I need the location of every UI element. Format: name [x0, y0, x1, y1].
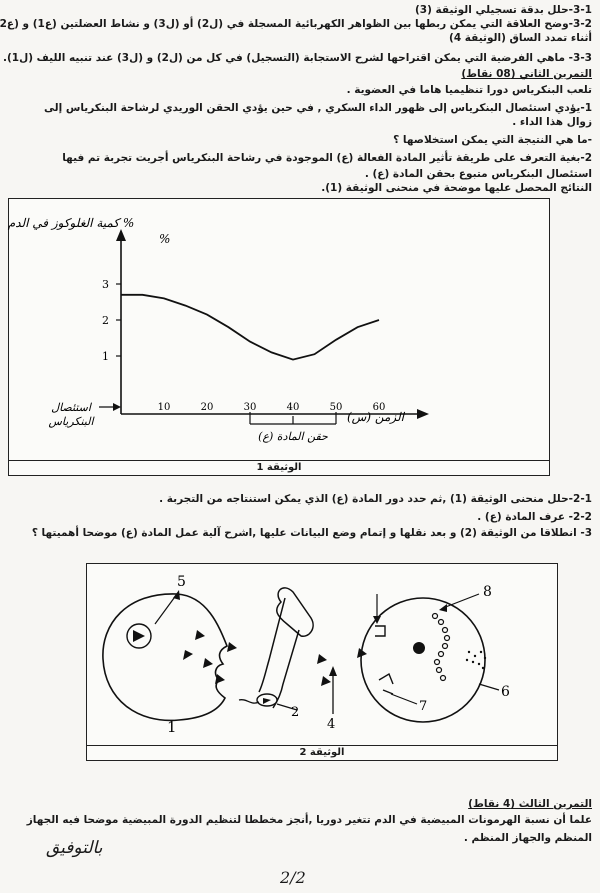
ablation-label-1: استئصال: [51, 401, 91, 414]
exercise-3-line-1: علما أن نسبة الهرمونات المبيضية في الدم تتغير دوريا ,أنجز مخططا لتنظيم الدورة المبيضية موضحا فيه الجهاز: [26, 814, 592, 826]
exercise-2-item-1: 1-يؤدي استئصال البنكرياس إلى ظهور الداء السكري , في حين يؤدي الحقن الوريدي لرشاحة البنكرياس إلى: [44, 102, 592, 114]
y-tick-label-3: 3: [102, 278, 109, 291]
secreting-cell: [103, 594, 227, 721]
exercise-2-title: التمرين الثاني (08 نقاط): [461, 68, 592, 80]
label-1: 1: [167, 718, 177, 736]
label-2: 2: [291, 705, 300, 720]
injection-label: حقن المادة (ع): [258, 430, 328, 443]
glucose-dots: [466, 651, 486, 669]
x-axis-label: الزمن (س): [347, 410, 404, 424]
document-1-figure: [8, 198, 550, 476]
label-6: 6: [501, 684, 510, 700]
exercise-2-item-2-cont: استئصال البنكرياس متبوع بحقن المادة (ع) .: [364, 168, 592, 180]
y-tick-label-2: 2: [102, 314, 109, 327]
exercise-2-item-2: 2-بغية التعرف على طريقة تأثير المادة الفعالة (ع) الموجودة في رشاحة البنكرياس أجريت تجربة تم فيها: [62, 152, 592, 164]
y-tick-label-1: 1: [102, 350, 109, 363]
label-4: 4: [327, 717, 336, 732]
blood-vessel: [277, 588, 313, 636]
question-2-2: 2-2- عرف المادة (ع) .: [477, 511, 592, 523]
x-tick-label-50: 50: [329, 402, 343, 413]
x-tick-label-40: 40: [286, 402, 300, 413]
ablation-label-2: البنكرياس: [48, 415, 94, 428]
x-tick-label-10: 10: [157, 402, 171, 413]
x-tick-label-30: 30: [243, 402, 257, 413]
receptor-bottom: [379, 674, 393, 684]
exercise-3-title: التمرين الثالث (4 نقاط): [468, 798, 592, 810]
question-3-2-cont: أثناء تمدد الساق (الوثيقة 4): [449, 32, 592, 44]
question-3-3: 3-3- ماهي الفرضية التي يمكن اقتراحها لشرح الاستجابة (التسجيل) في كل من (ل2) و (ل3) عند تنبيه الليف (ل1).: [3, 52, 592, 64]
exercise-2-intro: تلعب البنكرياس دورا تنظيميا هاما في العضوية .: [346, 84, 592, 96]
label-7: 7: [419, 699, 428, 714]
exercise-2-item-2-result: النتائج المحصل عليها موضحة في منحنى الوثيقة (1).: [321, 182, 592, 194]
label-5: 5: [177, 574, 186, 590]
label-8: 8: [483, 584, 492, 600]
glucose-chart: [9, 199, 549, 459]
exercise-2-item-1-cont: زوال هذا الداء .: [512, 116, 592, 128]
hormone-mechanism-diagram: [87, 564, 557, 744]
document-2-figure: [86, 563, 558, 761]
receptor-top: [375, 626, 385, 636]
document-2-caption: الوثيقة 2: [87, 745, 557, 760]
x-axis-arrow: [417, 409, 429, 419]
glucose-curve: [121, 295, 379, 360]
x-tick-label-20: 20: [200, 402, 214, 413]
question-2-1: 2-1-حلل منحنى الوثيقة (1) ,ثم حدد دور المادة (ع) الذي يمكن استنتاجه من التجربة .: [159, 493, 592, 505]
question-2-3: 3- انطلاقا من الوثيقة (2) و بعد نقلها و إتمام وضع البيانات عليها ,اشرح آلية عمل المادة (ع) موضحا أهميتها ؟: [31, 527, 592, 539]
y-axis-arrow: [116, 229, 126, 241]
question-3-1: 3-1-حلل بدقة تسجيلي الوثيقة (3): [414, 4, 592, 16]
vesicle-chain: [433, 614, 450, 681]
question-3-2: 3-2-وضح العلاقة التي يمكن ربطها بين الظواهر الكهربائية المسجلة في (ل2) أو (ل3) و نشاط العضلتين (ع1) و (ع2: [0, 18, 592, 30]
exercise-3-line-2: المنظم والجهاز المنظم .: [463, 832, 592, 844]
x-tick-label-60: 60: [372, 402, 386, 413]
document-1-caption: الوثيقة 1: [9, 460, 549, 475]
y-axis-label: كمية الغلوكوز في الدم %: [7, 216, 135, 230]
closing-good-luck: بالتوفيق: [46, 838, 103, 858]
target-cell-nucleus: [413, 642, 425, 654]
page-number: 2/2: [280, 868, 306, 887]
exercise-2-question-1: -ما هي النتيجة التي يمكن استخلاصها ؟: [393, 134, 592, 146]
y-axis-percent: %: [159, 232, 171, 246]
